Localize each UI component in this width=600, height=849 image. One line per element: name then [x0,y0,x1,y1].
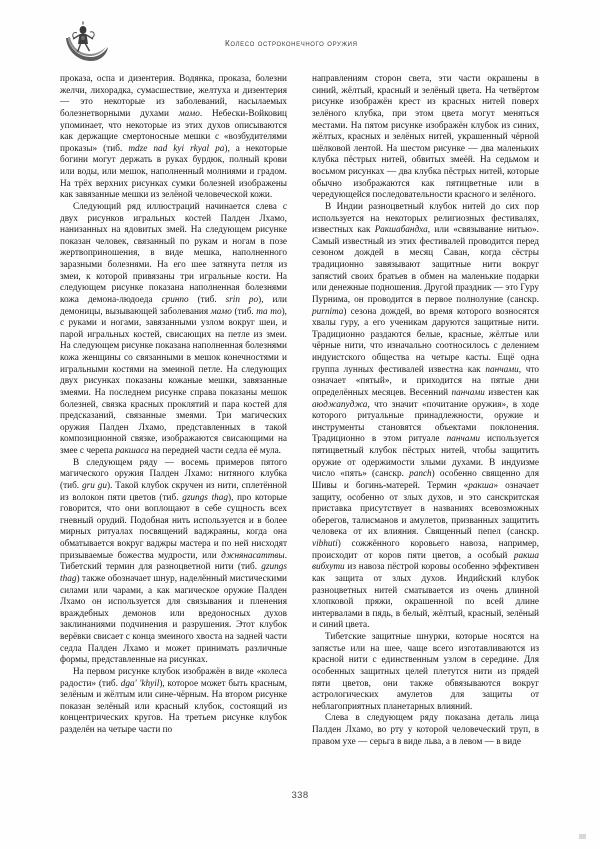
text-run: . Небески-Войковиц упоминает, что некоторые из этих духов описываются как держащие смертоносные мешки с «возбудителями проказы» (тиб. [60,108,287,154]
text-run: В Индии разноцветный клубок нитей до сих пор используется на некоторых религиозных фестивалях, известных как [312,201,539,236]
paragraph [312,202,539,632]
text-run: ) сезона дождей, во время которого возносятся хвалы гуру, а его ученикам даруются защитные нити. Традиционно раздаются белые, красные, жёлтые или чёрные нити, что изначально соотносилось с делением индуистского общества на четыре касты. Ещё одна группа лунных фестивалей известна как [312,306,539,375]
text-run: Слева в следующем ряду показана деталь лица Палден Лхамо, во рту у которой человеческий труп, в правом ухе — серьга в виде льва, а в левом — в виде [312,713,539,747]
term-italic: панчами [446,434,480,445]
text-run: известен как [484,387,539,398]
deity-on-crescent-moon-ornament-icon [62,20,110,64]
term-italic: аюджапуджа [312,399,368,410]
term-italic: джнянасаттвы [221,550,285,561]
term-italic: ракша [468,480,494,491]
term-italic: ma mo [256,306,282,317]
term-italic: gzungs thag [182,492,229,503]
page-title: Колесо остроконечного оружия [225,39,358,48]
paragraph [60,667,287,737]
text-run: ), с руками и ногами, завязанными узлом вокруг шеи, и парой игральных костей, свисающих на петле из змеи. На следующем рисунке показана наполненная болезнями кожа женщины со связанными в мешок конечностями и игральными костями на змеиной петле. На следующих двух рисунках показаны кожаные мешки, завязанные змеями. На последнем рисунке справа показаны мешок болезней, связка красных проклятий и пара костей для предсказаний, связанные змеями. Три магических оружия Палден Лхамо, представленных в такой композиционной связке, изображаются свисающими на змее с черепа [60,306,287,456]
paragraph [312,632,539,713]
body-columns [60,74,540,774]
text-run: , или «связывание нитью». Самый известный из этих фестивалей проводится перед сезоном дождей в месяц Саван, когда сёстры традиционно завязывают защитные нити вокруг запястий своих братьев в обмен на маленькие подарки или денежные подношения. Другой праздник — это Гуру Пурнима, он проводится в первое полнолуние (санскр. [312,225,539,305]
text-run: (тиб. [188,294,226,305]
text-run: ) также обозначает шнур, наделённый мистическими силами или чарами, а как магическое оружие Палден Лхамо он используется для связывания и пленения враждебных демонов или вредоносных духов заклинаниями подчинения и разрушения. Этот клубок верёвки свисает с конца змеиного хвоста на задней части седла Палден Лхамо и может принимать различные формы, представленные на рисунках. [60,573,287,666]
text-run: ), или демоницы, вызывающей заболевания [60,294,287,317]
text-run: используется пятицветный клубок пёстрых нитей, чтобы защитить оружие от одержимости злыми духами. В индуизме число «пять» (санскр. [312,434,539,480]
text-run: на передней части седла её мула. [148,446,281,456]
text-run: ) особенно священно для Шивы и богинь-матерей. Термин « [312,469,539,491]
term-italic: gzungs thag [60,562,287,584]
column-right [312,74,539,774]
text-run: ), которое может быть красным, зелёным и жёлтым или сине-чёрным. На втором рисунке показан зелёный или красный клубок, состоящий из концентрических кругов. На третьем рисунке клубок разделён на четыре части по [60,678,288,735]
term-italic: vibhuti [312,539,338,549]
paragraph [312,713,539,748]
text-run: (тиб. [231,306,257,317]
scan-edge-artifact [579,834,586,839]
page-number: 338 [291,790,309,801]
text-run: ). Такой клубок скручен из нити, сплетённой из волокон пяти цветов (тиб. [60,480,287,503]
text-run: направлениям сторон света, эти части окрашены в синий, жёлтый, красный и зелёный цвета. На четвёртом рисунке изображён крест из красных нитей поверх зелёного клубка, при этом цвета могут меняться местами. На пятом рисунке изображён клубок из синих, жёлтых, красных и зелёных нитей, украшенный чёрной шёлковой лентой. На шестом рисунке — два маленьких клубка пёстрых нитей, обвитых змеёй. На седьмом и восьмом рисунках — два клубка пёстрых нитей, которые обычно изображаются как пятицветные или в чередующейся последовательности красного и зелёного. [312,74,539,201]
term-italic: мамо [178,108,200,119]
term-italic: панчами [485,364,519,375]
paragraph [312,74,539,202]
running-head [60,20,540,70]
text-run: проказа, оспа и дизентерия. Водянка, проказа, болезни желчи, лихорадка, сумасшествие, желтуха и дизентерия — это некоторые из заболеваний, насылаемых болезнетворными духами [60,74,287,119]
term-italic: mdze nad kyi rkyal pa [128,143,225,154]
term-italic: purnima [312,306,344,317]
text-run: » означает защиту, особенно от злых духов, и это санскритская приставка присутствует в названиях всевозможных оберегов, талисманов и амулетов, призванных защитить человека от их влияния. Священный пепел (санскр. [312,480,539,538]
text-run: . Тибетский термин для разноцветной нити (тиб. [60,550,287,573]
term-italic: ракшаса [115,446,149,456]
term-italic: panch [409,469,432,480]
term-italic: Ракшабандха [374,225,428,236]
term-italic: сринпо [161,294,189,305]
text-run: ), про которые говорится, что они воплощают в себе сущность всех гневный орудий. Подобная нить используется и в более мирных ритуалах посвящений ваджраяны, когда она обматывается вокруг ваджры мастера и по ней нисходят призываемые божества мудрости, или [60,492,287,561]
text-run: , что значит «почитание оружия», в ходе которого ритуальные принадлежности, оружие и инструменты становятся объектами поклонения. Традиционно в этом ритуале [312,399,539,445]
term-italic: dga' 'khyil [120,678,160,689]
text-run: Следующий ряд иллюстраций начинается слева с двух рисунков игральных костей Палден Лхамо, нанизанных на ядовитых змей. На следующем рисунке показан человек, связанный по рукам и ногам в позе жертвоприношения, в виде мешка, наполненного заразными болезнями. На его шее затянута петля из змеи, к которой привязаны три игральные кости. На следующем рисунке показана наполненная болезнями кожа демона-людоеда [60,201,287,305]
term-italic: ракша вибхути [312,550,539,573]
term-italic: srin po [225,294,259,305]
term-italic: gru gu [82,480,107,491]
text-run: Тибетские защитные шнурки, которые носятся на запястье или на шее, чаще всего изготавливаются из красной нити с единственным узлом в середине. Для особенных защитных целей плетутся нити из прядей пяти цветов, они также обвязываются вокруг астрологических амулетов для защиты от неблагоприятных планетарных влияний. [312,632,539,712]
text-run: На первом рисунке клубок изображён в виде «колеса радости» (тиб. [60,666,287,689]
text-run: ) сожжённого коровьего навоза, например, происходит от коров пяти цветов, а особый [312,539,539,561]
term-italic: панчами [451,387,485,398]
text-run: В следующем ряду — восемь примеров пятого магического оружия Палден Лхамо: нитяного клубка (тиб. [60,457,287,491]
paragraph [60,74,287,202]
column-left [60,74,287,774]
paragraph [60,458,287,667]
text-run: , что означает «пятый», и приходится на пятые дни определённых месяцев. Весенний [312,364,539,398]
paragraph [60,202,287,458]
text-run: ), а некоторые богини могут держать в руках бурдюк, полный крови или воды, или мешок, наполненный молниями и градом. На трёх верхних рисунках сумки болезней изображены как завязанные мешки из зелёной человеческой кожи. [60,143,287,201]
term-italic: мамо [210,306,232,317]
text-run: из навоза пёстрой коровы особенно эффективен как защита от злых духов. Индийский клубок разноцветных нитей сматывается из очень длинной хлопковой пряжи, окрашенной по всей длине интервалами в пядь, в белый, жёлтый, красный, зелёный и синий цвета. [312,562,539,631]
